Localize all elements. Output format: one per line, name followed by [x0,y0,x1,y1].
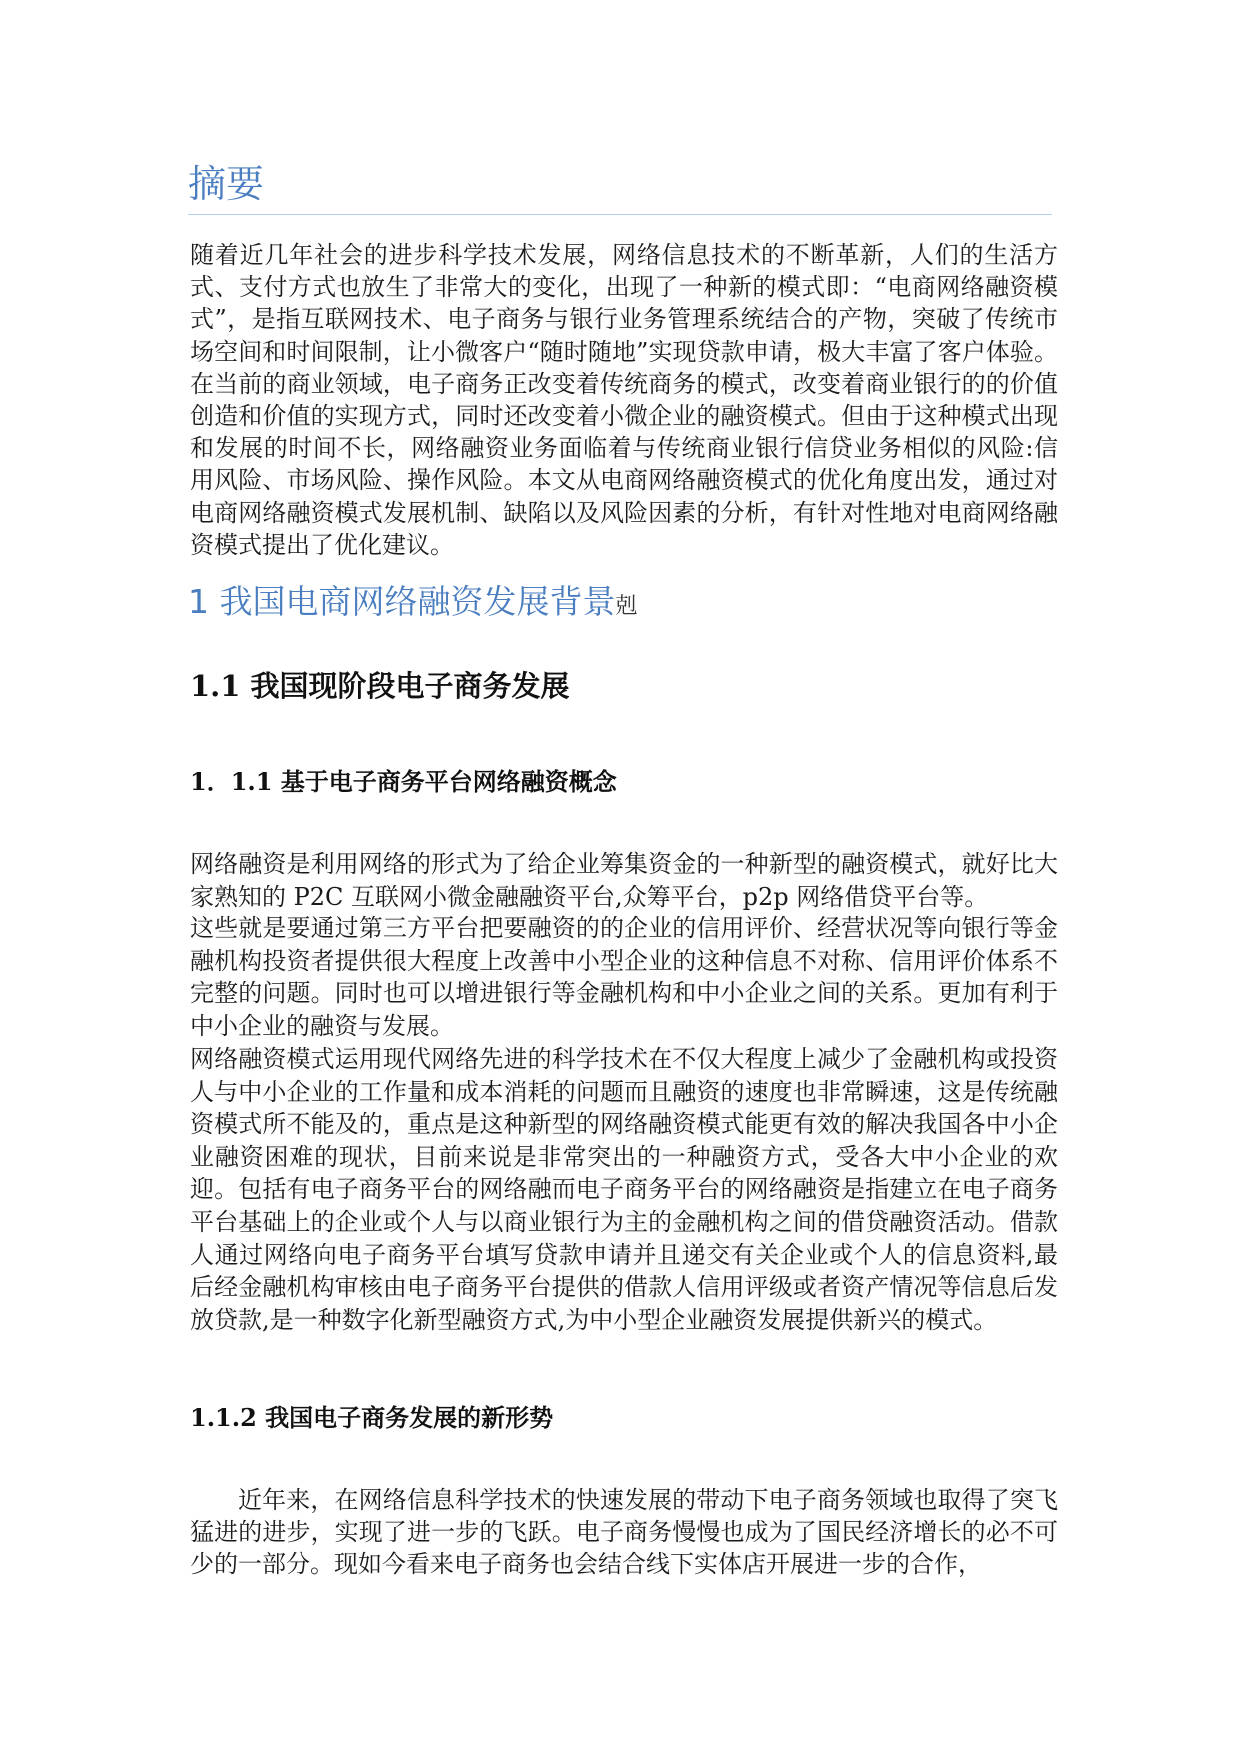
section-1-1-1-paragraph-1: 网络融资是利用网络的形式为了给企业筹集资金的一种新型的融资模式，就好比大家熟知的 P2C 互联网小微金融融资平台,众筹平台，p2p 网络借贷平台等。 [190,850,1058,911]
title-underline [188,214,1052,215]
section-1-heading-suffix: 剋 [615,594,638,619]
section-1-1-1-heading: 1．1.1 基于电子商务平台网络融资概念 [190,767,617,796]
section-1-1-2-paragraph-1: 近年来，在网络信息科学技术的快速发展的带动下电子商务领域也取得了突飞猛进的进步，实现了进一步的飞跃。电子商务慢慢也成为了国民经济增长的必不可少的一部分。现如今看来电子商务也会结合线下实体店开展进一步的合作， [190,1486,1058,1579]
section-1-heading [188,580,638,629]
section-1-1-1-paragraph-3: 网络融资模式运用现代网络先进的科学技术在不仅大程度上减少了金融机构或投资人与中小企业的工作量和成本消耗的问题而且融资的速度也非常瞬速，这是传统融资模式所不能及的，重点是这种新型的网络融资模式能更有效的解决我国各中小企业融资困难的现状，目前来说是非常突出的一种融资方式，受各大中小企业的欢迎。包括有电子商务平台的网络融而电子商务平台的网络融资是指建立在电子商务平台基础上的企业或个人与以商业银行为主的金融机构之间的借贷融资活动。借款人通过网络向电子商务平台填写贷款申请并且递交有关企业或个人的信息资料,最后经金融机构审核由电子商务平台提供的借款人信用评级或者资产情况等信息后发放贷款,是一种数字化新型融资方式,为中小型企业融资发展提供新兴的模式。 [190,1045,1058,1334]
section-1-1-2-heading: 1.1.2 我国电子商务发展的新形势 [190,1403,554,1432]
section-1-1-1-paragraph-2: 这些就是要通过第三方平台把要融资的的企业的信用评价、经营状况等向银行等金融机构投资者提供很大程度上改善中小型企业的这种信息不对称、信用评价体系不完整的问题。同时也可以增进银行等金融机构和中小企业之间的关系。更加有利于中小企业的融资与发展。 [190,914,1058,1040]
abstract-title: 摘要 [188,162,265,206]
abstract-paragraph: 随着近几年社会的进步科学技术发展，网络信息技术的不断革新，人们的生活方式、支付方式也放生了非常大的变化，出现了一种新的模式即：“电商网络融资模式”，是指互联网技术、电子商务与银行业务管理系统结合的产物，突破了传统市场空间和时间限制，让小微客户“随时随地”实现贷款申请，极大丰富了客户体验。在当前的商业领域，电子商务正改变着传统商务的模式，改变着商业银行的的价值创造和价值的实现方式，同时还改变着小微企业的融资模式。但由于这种模式出现和发展的时间不长，网络融资业务面临着与传统商业银行信贷业务相似的风险:信用风险、市场风险、操作风险。本文从电商网络融资模式的优化角度出发，通过对电商网络融资模式发展机制、缺陷以及风险因素的分析，有针对性地对电商网络融资模式提出了优化建议。 [190,241,1058,559]
section-1-heading-text: 1 我国电商网络融资发展背景 [188,582,616,621]
section-1-1-heading: 1.1 我国现阶段电子商务发展 [190,669,570,703]
